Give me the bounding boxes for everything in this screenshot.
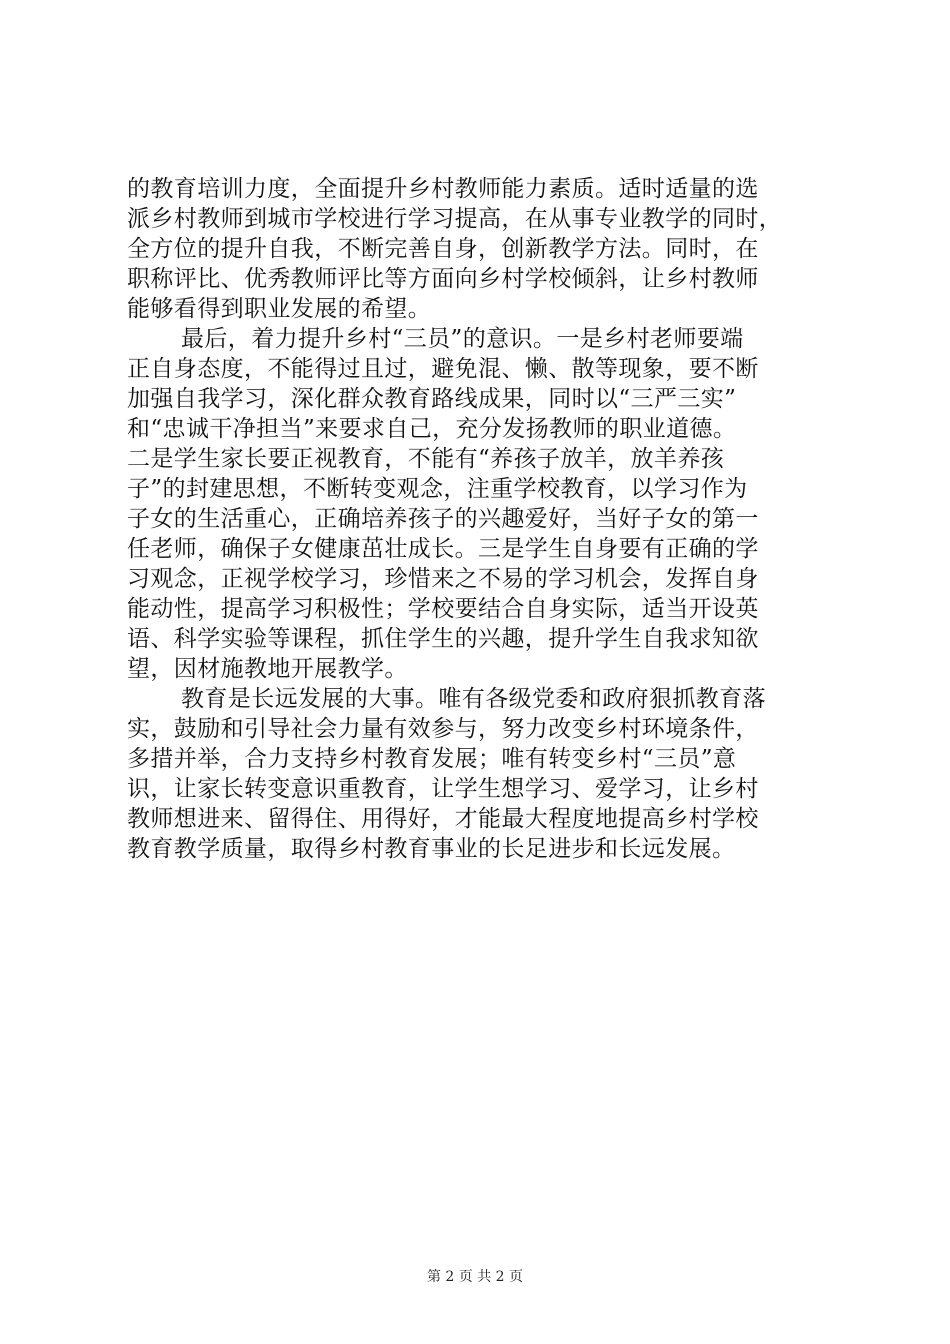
text-line: 教育是长远发展的大事。唯有各级党委和政府狠抓教育落 [181, 686, 766, 712]
text-line: 二是学生家长要正视教育，不能有“养孩子放羊，放羊养孩 [127, 446, 725, 472]
text-line: 语、科学实验等课程，抓住学生的兴趣，提升学生自我求知欲 [127, 626, 759, 652]
text-line: 派乡村教师到城市学校进行学习提高，在从事专业教学的同时， [127, 206, 783, 232]
text-line: 子”的封建思想，不断转变观念，注重学校教育，以学习作为 [127, 476, 748, 502]
text-line: 的教育培训力度，全面提升乡村教师能力素质。适时适量的选 [127, 176, 759, 202]
text-line: 能够看得到职业发展的希望。 [127, 296, 432, 322]
text-line: 职称评比、优秀教师评比等方面向乡村学校倾斜，让乡村教师 [127, 266, 759, 292]
text-line: 子女的生活重心，正确培养孩子的兴趣爱好，当好子女的第一 [127, 506, 759, 532]
page-footer: 第 2 页 共 2 页 [426, 1269, 524, 1285]
text-line: 教师想进来、留得住、用得好，才能最大程度地提高乡村学校 [127, 806, 759, 832]
text-line: 和“忠诚干净担当”来要求自己，充分发扬教师的职业道德。 [127, 416, 737, 442]
text-line: 识，让家长转变意识重教育，让学生想学习、爱学习，让乡村 [127, 776, 759, 802]
text-line: 最后，着力提升乡村“三员”的意识。一是乡村老师要端 [181, 326, 744, 352]
text-line: 加强自我学习，深化群众教育路线成果，同时以“三严三实” [127, 386, 737, 412]
text-line: 全方位的提升自我，不断完善自身，创新教学方法。同时，在 [127, 236, 759, 262]
text-line: 能动性，提高学习积极性；学校要结合自身实际，适当开设英 [127, 596, 759, 622]
text-line: 正自身态度，不能得过且过，避免混、懒、散等现象，要不断 [127, 356, 759, 382]
text-line: 教育教学质量，取得乡村教育事业的长足进步和长远发展。 [127, 836, 736, 862]
text-line: 实，鼓励和引导社会力量有效参与，努力改变乡村环境条件， [127, 716, 759, 742]
text-line: 任老师，确保子女健康茁壮成长。三是学生自身要有正确的学 [127, 536, 759, 562]
text-line: 望，因材施教地开展教学。 [127, 656, 408, 682]
text-line: 习观念，正视学校学习，珍惜来之不易的学习机会，发挥自身 [127, 566, 759, 592]
body-text [127, 174, 827, 864]
text-line: 多措并举，合力支持乡村教育发展；唯有转变乡村“三员”意 [127, 746, 737, 772]
